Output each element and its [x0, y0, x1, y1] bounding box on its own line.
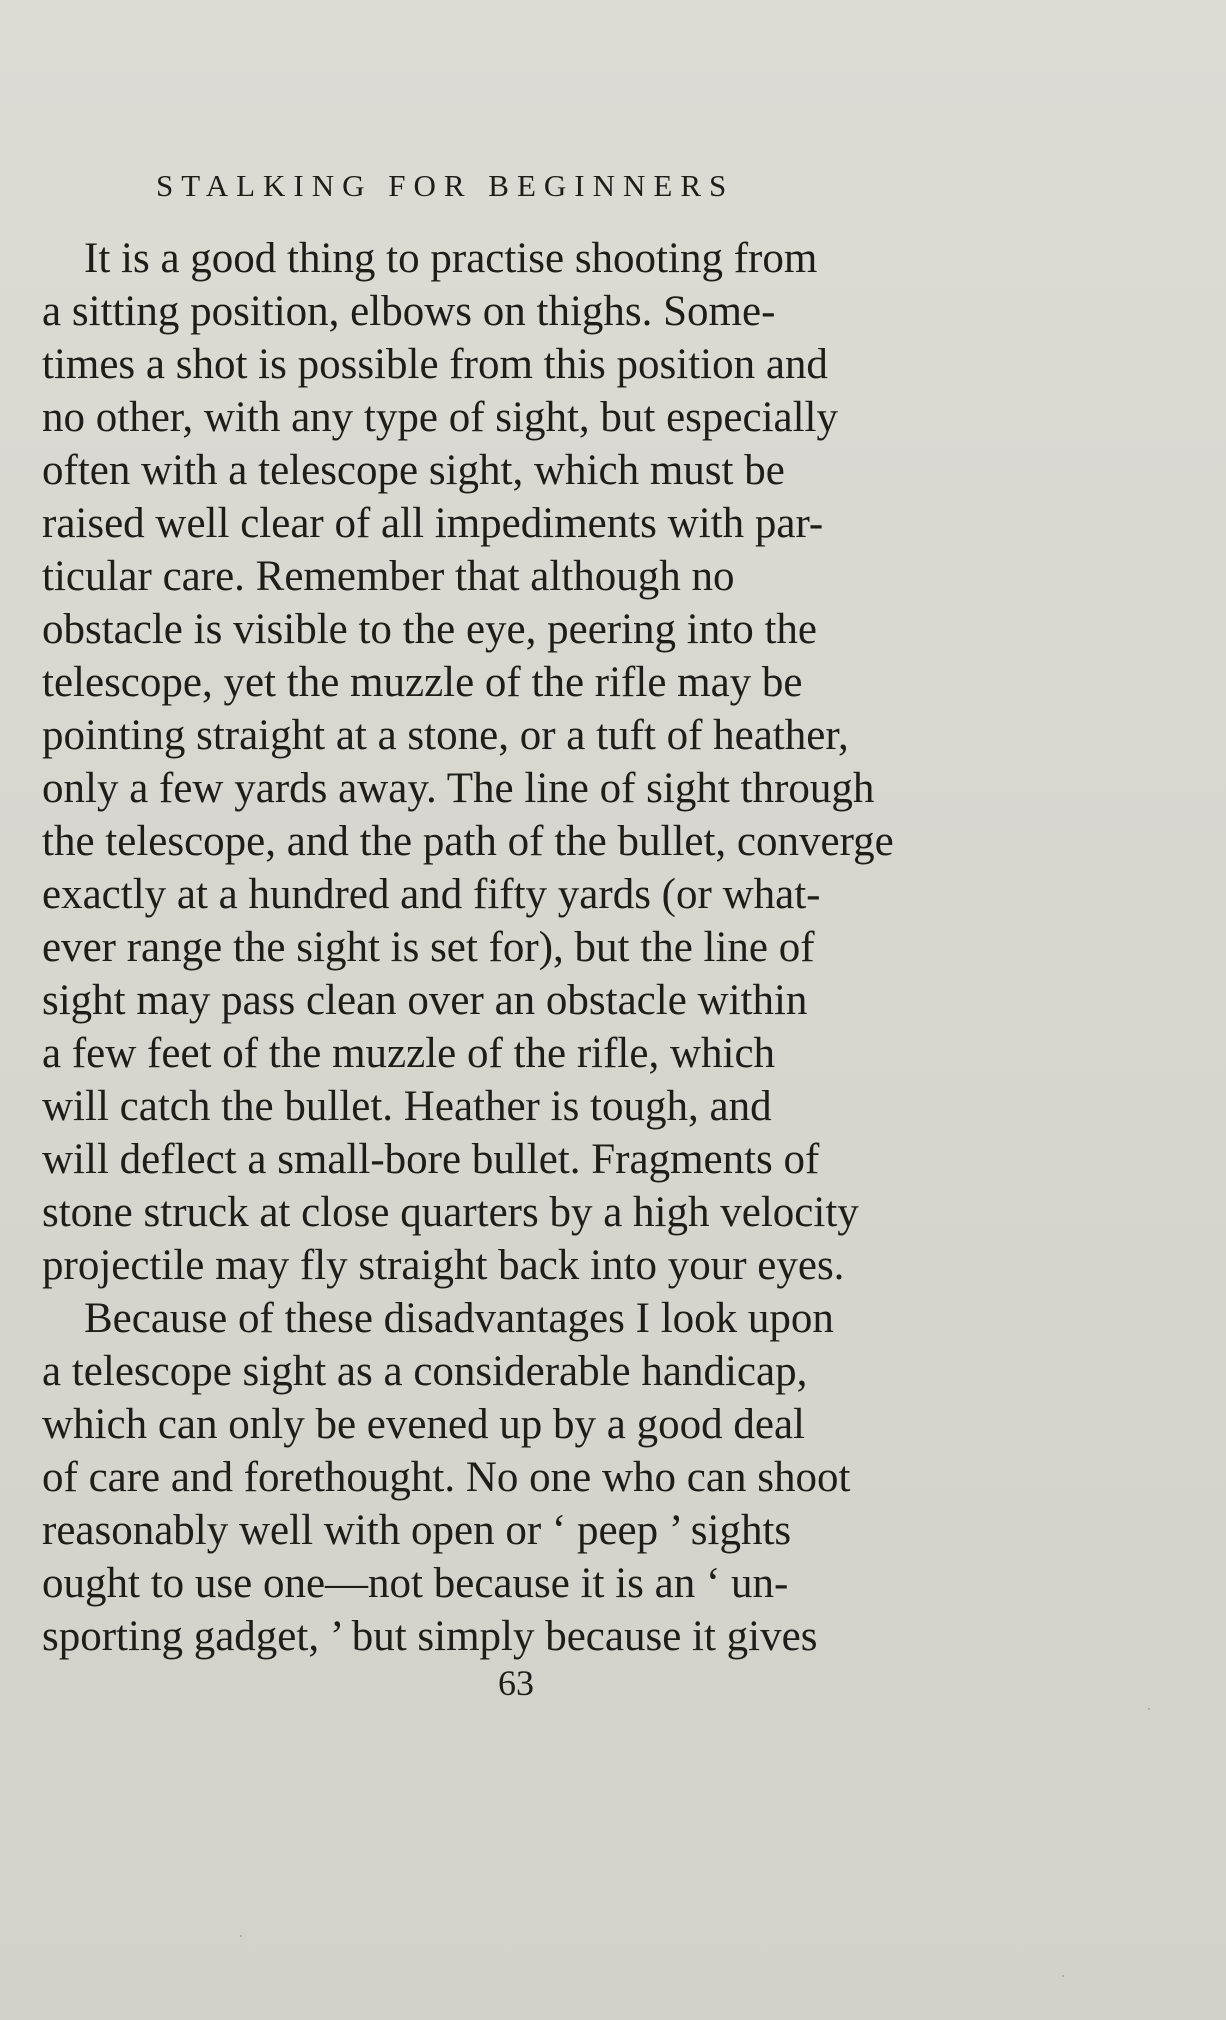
- text-line: will catch the bullet. Heather is tough, and: [42, 1083, 772, 1130]
- text-line: times a shot is possible from this position and: [42, 341, 828, 388]
- text-line: pointing straight at a stone, or a tuft of heather,: [42, 712, 849, 759]
- paper-speck: [1148, 1708, 1150, 1710]
- text-line: ever range the sight is set for), but the line of: [42, 924, 815, 971]
- paper-speck: [240, 1935, 242, 1937]
- text-line: sporting gadget, ’ but simply because it gives: [42, 1613, 818, 1660]
- text-line: telescope, yet the muzzle of the rifle may be: [42, 659, 803, 706]
- text-line: a sitting position, elbows on thighs. Some-: [42, 288, 776, 335]
- text-line: often with a telescope sight, which must be: [42, 447, 785, 494]
- text-line: raised well clear of all impediments with par-: [42, 500, 824, 547]
- text-line: a few feet of the muzzle of the rifle, which: [42, 1030, 776, 1077]
- text-line: ought to use one—not because it is an ‘ un-: [42, 1560, 789, 1607]
- paper-speck: [1062, 1975, 1064, 1977]
- text-line: a telescope sight as a considerable handicap,: [42, 1348, 808, 1395]
- text-line: the telescope, and the path of the bullet, converge: [42, 818, 894, 865]
- text-line: stone struck at close quarters by a high velocity: [42, 1189, 859, 1236]
- running-head: STALKING FOR BEGINNERS: [156, 168, 735, 203]
- text-line: exactly at a hundred and fifty yards (or what-: [42, 871, 821, 918]
- body-text: [42, 232, 996, 1663]
- text-line: which can only be evened up by a good deal: [42, 1401, 805, 1448]
- text-line: only a few yards away. The line of sight through: [42, 765, 875, 812]
- page-number: 63: [498, 1663, 534, 1703]
- text-line: It is a good thing to practise shooting from: [84, 235, 818, 282]
- text-line: of care and forethought. No one who can shoot: [42, 1454, 851, 1501]
- text-line: obstacle is visible to the eye, peering into the: [42, 606, 817, 653]
- text-line: projectile may fly straight back into your eyes.: [42, 1242, 845, 1289]
- text-line: reasonably well with open or ‘ peep ’ sights: [42, 1507, 792, 1554]
- text-line: ticular care. Remember that although no: [42, 553, 735, 600]
- text-line: Because of these disadvantages I look upon: [84, 1295, 834, 1342]
- text-line: sight may pass clean over an obstacle within: [42, 977, 808, 1024]
- text-line: will deflect a small-bore bullet. Fragments of: [42, 1136, 820, 1183]
- text-line: no other, with any type of sight, but especially: [42, 394, 839, 441]
